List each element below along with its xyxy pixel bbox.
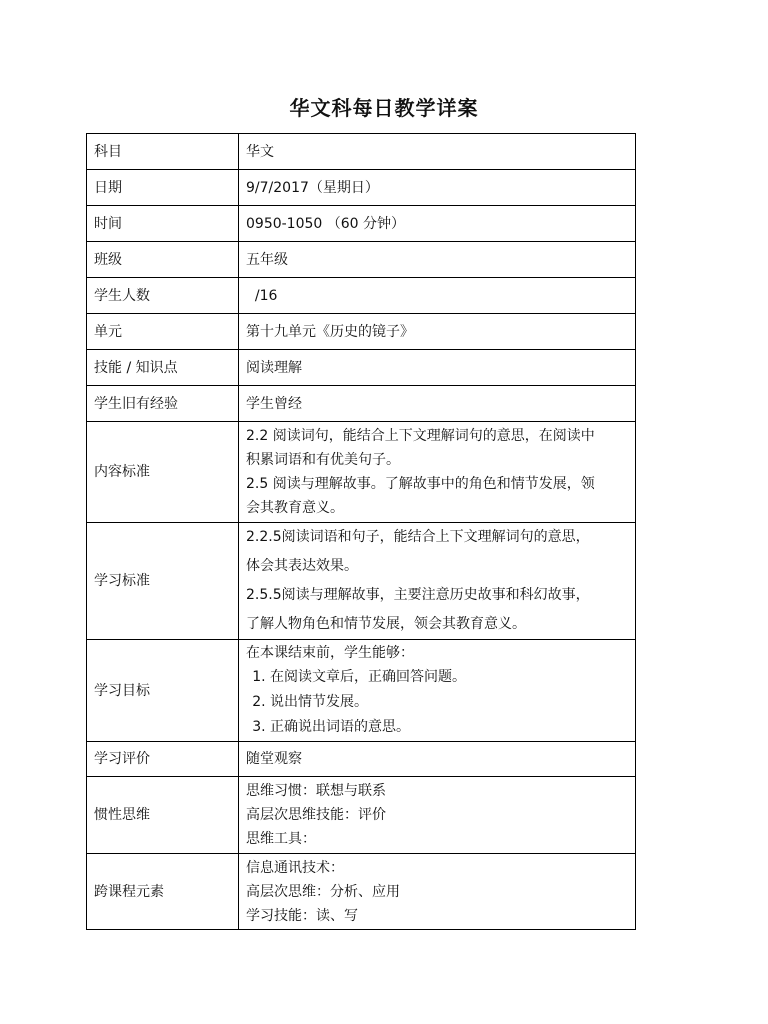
table-row	[87, 386, 636, 422]
objectives-list	[246, 665, 628, 740]
row-label: 学生旧有经验	[87, 386, 239, 422]
text-line: 积累词语和有优美句子。	[246, 452, 400, 468]
table-row	[87, 206, 636, 242]
list-item: 2. 说出情节发展。	[270, 690, 628, 715]
table-row	[87, 242, 636, 278]
text-line: 体会其表达效果。	[246, 558, 358, 574]
table-row	[87, 742, 636, 777]
row-value	[239, 640, 636, 742]
lesson-plan-table	[86, 133, 636, 930]
row-label: 跨课程元素	[87, 854, 239, 930]
table-row	[87, 854, 636, 930]
text-line: 学习技能：读、写	[246, 907, 358, 924]
row-label: 班级	[87, 242, 239, 278]
text-line: 思维工具：	[246, 831, 316, 847]
row-value: 9/7/2017（星期日）	[239, 170, 636, 206]
row-value: 0950-1050 （60 分钟）	[239, 206, 636, 242]
list-item: 1. 在阅读文章后，正确回答问题。	[270, 665, 628, 690]
row-value: /16	[239, 278, 636, 314]
row-value	[239, 854, 636, 930]
text-line: 思维习惯：联想与联系	[246, 783, 386, 799]
row-label: 学生人数	[87, 278, 239, 314]
table-row	[87, 640, 636, 742]
row-value: 学生曾经	[239, 386, 636, 422]
row-value	[239, 422, 636, 523]
row-label: 时间	[87, 206, 239, 242]
row-label: 学习标准	[87, 523, 239, 640]
row-value: 五年级	[239, 242, 636, 278]
list-item: 3. 正确说出词语的意思。	[270, 715, 628, 740]
page-title: 华文科每日教学详案	[289, 96, 479, 120]
text-line: 2.5 阅读与理解故事。了解故事中的角色和情节发展，领	[246, 476, 595, 492]
text-line: 了解人物角色和情节发展，领会其教育意义。	[246, 616, 526, 632]
text-line: 高层次思维：分析、应用	[246, 883, 400, 900]
row-label: 单元	[87, 314, 239, 350]
table-row	[87, 278, 636, 314]
row-label: 惯性思维	[87, 777, 239, 854]
text-line: 高层次思维技能：评价	[246, 807, 386, 823]
table-row	[87, 422, 636, 523]
row-value: 阅读理解	[239, 350, 636, 386]
row-value	[239, 523, 636, 640]
text-line: 信息通讯技术：	[246, 859, 344, 876]
table-row	[87, 523, 636, 640]
row-label: 日期	[87, 170, 239, 206]
row-label: 科目	[87, 134, 239, 170]
text-line: 2.5.5阅读与理解故事，主要注意历史故事和科幻故事，	[246, 587, 590, 603]
table-row	[87, 170, 636, 206]
row-value: 华文	[239, 134, 636, 170]
table-row	[87, 134, 636, 170]
table-row	[87, 777, 636, 854]
table-row	[87, 350, 636, 386]
row-value: 第十九单元《历史的镜子》	[239, 314, 636, 350]
row-label: 技能 / 知识点	[87, 350, 239, 386]
text-line: 2.2.5阅读词语和句子，能结合上下文理解词句的意思，	[246, 529, 590, 545]
row-label: 学习评价	[87, 742, 239, 777]
text-line: 会其教育意义。	[246, 500, 344, 516]
row-label: 学习目标	[87, 640, 239, 742]
table-row	[87, 314, 636, 350]
text-line: 2.2 阅读词句，能结合上下文理解词句的意思，在阅读中	[246, 428, 595, 444]
row-value	[239, 777, 636, 854]
objectives-intro: 在本课结束前，学生能够：	[246, 645, 414, 661]
row-value: 随堂观察	[239, 742, 636, 777]
row-label: 内容标准	[87, 422, 239, 523]
